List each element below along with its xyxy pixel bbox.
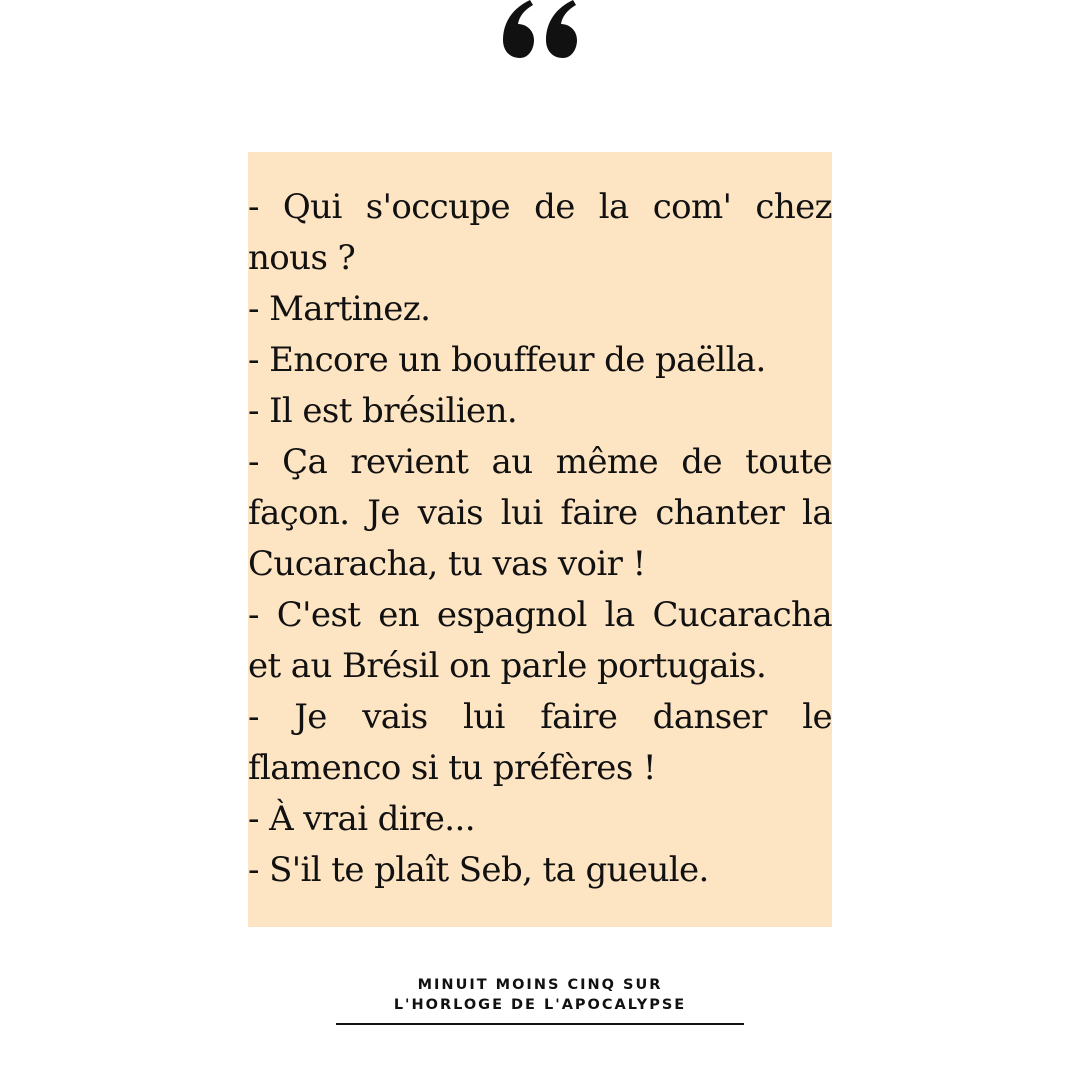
quote-line: flamenco si tu préfères ! <box>248 748 656 788</box>
quote-line: - Encore un bouffeur de paëlla. <box>248 340 766 380</box>
quote-line: - C'est en espagnol la Cucaracha <box>248 595 832 635</box>
quote-box <box>248 152 832 927</box>
quote-text <box>248 182 832 896</box>
book-title-line-2: L'HORLOGE DE L'APOCALYPSE <box>393 997 687 1013</box>
quote-line: - Martinez. <box>248 289 431 329</box>
book-title-line-1: MINUIT MOINS CINQ SUR <box>417 977 663 993</box>
quote-line: - S'il te plaît Seb, ta gueule. <box>248 850 709 890</box>
quote-line: façon. Je vais lui faire chanter la <box>248 493 832 533</box>
footer-divider <box>336 1023 744 1025</box>
quote-line: Cucaracha, tu vas voir ! <box>248 544 646 584</box>
quote-line: - Qui s'occupe de la com' chez <box>248 187 832 227</box>
quote-line: - À vrai dire... <box>248 799 475 839</box>
quote-line: nous ? <box>248 238 356 278</box>
quote-line: - Je vais lui faire danser le <box>248 697 832 737</box>
quote-line: - Il est brésilien. <box>248 391 518 431</box>
book-title <box>336 975 744 1015</box>
quote-line: et au Brésil on parle portugais. <box>248 646 767 686</box>
open-quote-icon <box>503 0 577 58</box>
quote-line: - Ça revient au même de toute <box>248 442 832 482</box>
